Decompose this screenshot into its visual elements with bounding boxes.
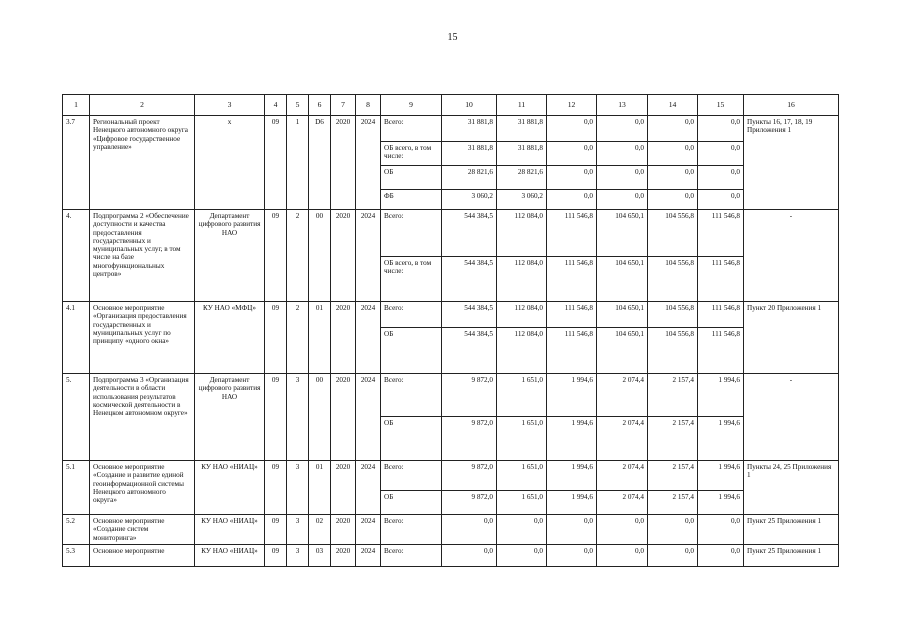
value-cell: 111 546,8 [698, 257, 744, 302]
value-cell: 104 650,1 [597, 328, 648, 374]
funding-source-cell: ОБ всего, в том числе: [381, 142, 442, 166]
funding-source-cell: ОБ всего, в том числе: [381, 257, 442, 302]
value-cell: 2 074,4 [597, 417, 648, 461]
note-cell: Пункт 20 Приложения 1 [744, 302, 839, 374]
executor-cell: КУ НАО «НИАЦ» [195, 515, 265, 545]
start-year-cell: 2020 [331, 116, 356, 210]
value-cell: 1 994,6 [698, 417, 744, 461]
value-cell: 0,0 [597, 166, 648, 190]
code-cell: 09 [265, 515, 287, 545]
value-cell: 112 084,0 [497, 257, 547, 302]
value-cell: 0,0 [698, 116, 744, 142]
value-cell: 0,0 [442, 544, 497, 566]
value-cell: 0,0 [547, 515, 597, 545]
code-cell: 09 [265, 461, 287, 515]
header-cell: 2 [90, 95, 195, 116]
code-cell: 09 [265, 374, 287, 461]
value-cell: 111 546,8 [698, 210, 744, 257]
note-cell: Пункты 16, 17, 18, 19 Приложения 1 [744, 116, 839, 210]
value-cell: 0,0 [698, 544, 744, 566]
value-cell: 31 881,8 [442, 142, 497, 166]
value-cell: 2 074,4 [597, 491, 648, 515]
executor-cell: КУ НАО «НИАЦ» [195, 461, 265, 515]
start-year-cell: 2020 [331, 302, 356, 374]
value-cell: 0,0 [547, 190, 597, 210]
start-year-cell: 2020 [331, 210, 356, 302]
value-cell: 1 651,0 [497, 491, 547, 515]
note-cell: - [744, 210, 839, 302]
code-cell: 00 [309, 210, 331, 302]
value-cell: 2 157,4 [648, 374, 698, 417]
value-cell: 544 384,5 [442, 328, 497, 374]
value-cell: 0,0 [597, 190, 648, 210]
value-cell: 31 881,8 [497, 116, 547, 142]
table-row [63, 302, 839, 328]
end-year-cell: 2024 [356, 544, 381, 566]
value-cell: 28 821,6 [497, 166, 547, 190]
table-row [63, 210, 839, 257]
code-cell: 1 [287, 116, 309, 210]
value-cell: 111 546,8 [547, 328, 597, 374]
value-cell: 112 084,0 [497, 302, 547, 328]
item-name-cell: Основное мероприятие «Организация предоставления государственных и муниципальных услуг по принципу «одного окна» [90, 302, 195, 374]
code-cell: 09 [265, 302, 287, 374]
value-cell: 0,0 [497, 515, 547, 545]
value-cell: 0,0 [597, 142, 648, 166]
table-row [63, 374, 839, 417]
start-year-cell: 2020 [331, 515, 356, 545]
item-code-cell: 3.7 [63, 116, 90, 210]
value-cell: 0,0 [547, 116, 597, 142]
header-cell: 12 [547, 95, 597, 116]
value-cell: 1 994,6 [547, 491, 597, 515]
value-cell: 9 872,0 [442, 461, 497, 491]
value-cell: 1 994,6 [698, 461, 744, 491]
start-year-cell: 2020 [331, 544, 356, 566]
code-cell: 2 [287, 302, 309, 374]
item-name-cell: Подпрограмма 2 «Обеспечение доступности и качества предоставления государственных и муниципальных услуг, в том числе на базе многофункциональных центров» [90, 210, 195, 302]
value-cell: 0,0 [648, 166, 698, 190]
header-cell: 5 [287, 95, 309, 116]
start-year-cell: 2020 [331, 461, 356, 515]
value-cell: 2 157,4 [648, 417, 698, 461]
end-year-cell: 2024 [356, 302, 381, 374]
value-cell: 0,0 [648, 190, 698, 210]
funding-source-cell: Всего: [381, 210, 442, 257]
code-cell: 3 [287, 461, 309, 515]
funding-source-cell: ОБ [381, 328, 442, 374]
end-year-cell: 2024 [356, 461, 381, 515]
value-cell: 104 556,8 [648, 302, 698, 328]
value-cell: 104 556,8 [648, 257, 698, 302]
value-cell: 0,0 [698, 142, 744, 166]
end-year-cell: 2024 [356, 374, 381, 461]
value-cell: 544 384,5 [442, 210, 497, 257]
value-cell: 0,0 [597, 116, 648, 142]
item-code-cell: 5. [63, 374, 90, 461]
table-row [63, 544, 839, 566]
header-cell: 16 [744, 95, 839, 116]
value-cell: 1 994,6 [698, 491, 744, 515]
value-cell: 112 084,0 [497, 210, 547, 257]
table-row [63, 116, 839, 142]
funding-source-cell: Всего: [381, 302, 442, 328]
value-cell: 0,0 [547, 142, 597, 166]
funding-source-cell: ОБ [381, 417, 442, 461]
item-name-cell: Основное мероприятие «Создание систем мониторинга» [90, 515, 195, 545]
executor-cell: КУ НАО «НИАЦ» [195, 544, 265, 566]
value-cell: 0,0 [547, 166, 597, 190]
code-cell: 3 [287, 374, 309, 461]
value-cell: 1 651,0 [497, 374, 547, 417]
code-cell: 3 [287, 544, 309, 566]
value-cell: 31 881,8 [442, 116, 497, 142]
funding-source-cell: Всего: [381, 544, 442, 566]
executor-cell: Департамент цифрового развития НАО [195, 374, 265, 461]
value-cell: 9 872,0 [442, 374, 497, 417]
value-cell: 104 650,1 [597, 302, 648, 328]
executor-cell: КУ НАО «МФЦ» [195, 302, 265, 374]
funding-source-cell: Всего: [381, 461, 442, 491]
value-cell: 1 994,6 [698, 374, 744, 417]
code-cell: 01 [309, 461, 331, 515]
funding-source-cell: Всего: [381, 374, 442, 417]
item-code-cell: 4.1 [63, 302, 90, 374]
value-cell: 1 651,0 [497, 461, 547, 491]
value-cell: 0,0 [698, 190, 744, 210]
value-cell: 0,0 [442, 515, 497, 545]
value-cell: 2 074,4 [597, 461, 648, 491]
value-cell: 111 546,8 [698, 302, 744, 328]
note-cell: - [744, 374, 839, 461]
value-cell: 0,0 [698, 515, 744, 545]
value-cell: 1 994,6 [547, 417, 597, 461]
code-cell: 2 [287, 210, 309, 302]
funding-source-cell: ОБ [381, 166, 442, 190]
note-cell: Пункт 25 Приложения 1 [744, 544, 839, 566]
item-code-cell: 4. [63, 210, 90, 302]
header-cell: 14 [648, 95, 698, 116]
value-cell: 104 556,8 [648, 210, 698, 257]
table-row [63, 515, 839, 545]
code-cell: D6 [309, 116, 331, 210]
code-cell: 01 [309, 302, 331, 374]
code-cell: 03 [309, 544, 331, 566]
value-cell: 0,0 [497, 544, 547, 566]
value-cell: 31 881,8 [497, 142, 547, 166]
value-cell: 2 074,4 [597, 374, 648, 417]
note-cell: Пункт 25 Приложения 1 [744, 515, 839, 545]
header-cell: 10 [442, 95, 497, 116]
value-cell: 0,0 [597, 544, 648, 566]
value-cell: 111 546,8 [547, 257, 597, 302]
code-cell: 09 [265, 544, 287, 566]
header-cell: 11 [497, 95, 547, 116]
header-cell: 3 [195, 95, 265, 116]
funding-source-cell: Всего: [381, 116, 442, 142]
value-cell: 104 556,8 [648, 328, 698, 374]
code-cell: 00 [309, 374, 331, 461]
item-name-cell: Основное мероприятие [90, 544, 195, 566]
value-cell: 2 157,4 [648, 491, 698, 515]
end-year-cell: 2024 [356, 210, 381, 302]
header-cell: 1 [63, 95, 90, 116]
value-cell: 0,0 [597, 515, 648, 545]
code-cell: 09 [265, 210, 287, 302]
value-cell: 1 651,0 [497, 417, 547, 461]
end-year-cell: 2024 [356, 515, 381, 545]
value-cell: 0,0 [648, 544, 698, 566]
item-name-cell: Региональный проект Ненецкого автономного округа «Цифровое государственное управление» [90, 116, 195, 210]
value-cell: 111 546,8 [547, 302, 597, 328]
code-cell: 3 [287, 515, 309, 545]
value-cell: 111 546,8 [547, 210, 597, 257]
value-cell: 104 650,1 [597, 210, 648, 257]
value-cell: 0,0 [648, 116, 698, 142]
value-cell: 0,0 [698, 166, 744, 190]
value-cell: 112 084,0 [497, 328, 547, 374]
value-cell: 1 994,6 [547, 374, 597, 417]
header-cell: 4 [265, 95, 287, 116]
funding-source-cell: ОБ [381, 491, 442, 515]
value-cell: 0,0 [648, 515, 698, 545]
value-cell: 1 994,6 [547, 461, 597, 491]
start-year-cell: 2020 [331, 374, 356, 461]
header-row [63, 95, 839, 116]
code-cell: 09 [265, 116, 287, 210]
executor-cell: х [195, 116, 265, 210]
header-cell: 9 [381, 95, 442, 116]
value-cell: 9 872,0 [442, 491, 497, 515]
value-cell: 28 821,6 [442, 166, 497, 190]
code-cell: 02 [309, 515, 331, 545]
value-cell: 9 872,0 [442, 417, 497, 461]
value-cell: 2 157,4 [648, 461, 698, 491]
funding-source-cell: ФБ [381, 190, 442, 210]
note-cell: Пункты 24, 25 Приложения 1 [744, 461, 839, 515]
value-cell: 3 060,2 [497, 190, 547, 210]
value-cell: 544 384,5 [442, 257, 497, 302]
page-number: 15 [447, 32, 458, 43]
item-name-cell: Подпрограмма 3 «Организация деятельности в области использования результатов космической деятельности в Ненецком автономном округе» [90, 374, 195, 461]
executor-cell: Департамент цифрового развития НАО [195, 210, 265, 302]
item-code-cell: 5.3 [63, 544, 90, 566]
header-cell: 7 [331, 95, 356, 116]
item-code-cell: 5.2 [63, 515, 90, 545]
end-year-cell: 2024 [356, 116, 381, 210]
item-name-cell: Основное мероприятие «Создание и развитие единой геоинформационной системы Ненецкого автономного округа» [90, 461, 195, 515]
value-cell: 0,0 [547, 544, 597, 566]
value-cell: 104 650,1 [597, 257, 648, 302]
header-cell: 6 [309, 95, 331, 116]
header-cell: 13 [597, 95, 648, 116]
funding-source-cell: Всего: [381, 515, 442, 545]
item-code-cell: 5.1 [63, 461, 90, 515]
value-cell: 111 546,8 [698, 328, 744, 374]
value-cell: 0,0 [648, 142, 698, 166]
value-cell: 3 060,2 [442, 190, 497, 210]
table-row [63, 461, 839, 491]
program-funding-table [62, 94, 839, 567]
header-cell: 8 [356, 95, 381, 116]
value-cell: 544 384,5 [442, 302, 497, 328]
header-cell: 15 [698, 95, 744, 116]
